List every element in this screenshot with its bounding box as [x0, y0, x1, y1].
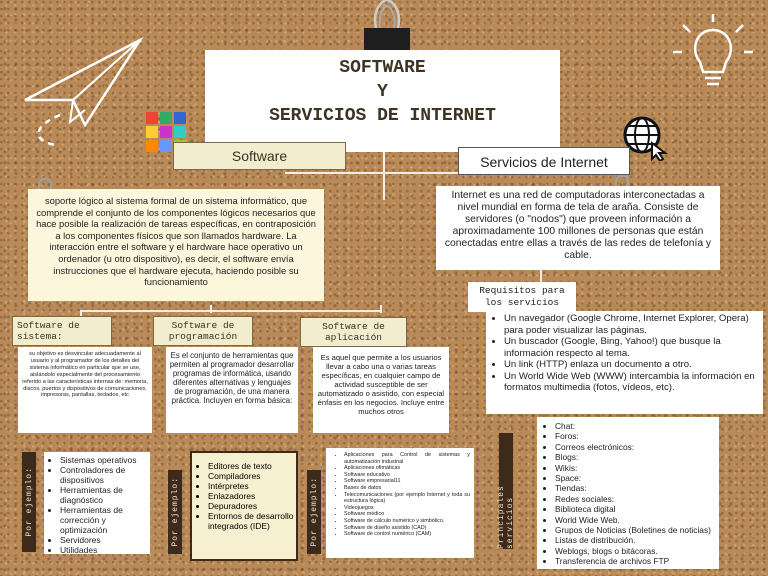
- connector-line: [383, 152, 385, 200]
- connector-line: [80, 310, 380, 312]
- binder-clip-icon: [362, 0, 412, 56]
- programacion-ejemplo-label: Por ejemplo:: [170, 477, 180, 547]
- ejemplo-item: • Aplicaciones ofimáticas: [344, 465, 470, 472]
- servicio-item: • Correos electrónicos:: [555, 442, 715, 452]
- servicio-item: • Redes sociales:: [555, 494, 715, 504]
- servicio-item: • Weblogs, blogs o bitácoras.: [555, 546, 715, 556]
- title-line-3: SERVICIOS DE INTERNET: [269, 106, 496, 126]
- sistema-description: su objetivo es desvincular adecuadamente al usuario y al programador de los detalles del sistema informático en particular que se use, aislándolo especialmente del procesamiento referido a las características internas de: memoria, discos, puertos y dispositivos de comunicaciones, impresoras, pantallas, teclados, etc: [18, 347, 152, 433]
- requisito-item: • Un World Wide Web (WWW) intercambia la información en formatos multimedia (fotos, vídeos, etc).: [504, 371, 757, 394]
- connector-line: [210, 305, 212, 313]
- ejemplo-item: • Bases de datos: [344, 485, 470, 492]
- sistema-label: Software de sistema:: [12, 316, 112, 346]
- internet-description: Internet es una red de computadoras interconectadas a nivel mundial en forma de tela de araña. Consiste de servidores (o "nodos") que proveen información a aproximadamente 100 millones de personas que están conectadas entre ellas a través de las redes de telefonía y cable.: [436, 186, 720, 270]
- servicio-item: • Listas de distribución.: [555, 535, 715, 545]
- servicio-item: • Biblioteca digital: [555, 504, 715, 514]
- software-description: soporte lógico al sistema formal de un sistema informático, que comprende el conjunto de los componentes lógicos necesarios que hace posible la realización de tareas específicas, en contraposición a los componentes físicos que son llamados hardware. La interacción entre el software y el hardware hace operativo un ordenador (u otro dispositivo), es decir, el software envía instrucciones que el hardware ejecuta, haciendo posible su funcionamiento: [28, 189, 324, 301]
- programacion-description: Es el conjunto de herramientas que permiten al programador desarrollar programas de informática, usando diferentes alternativas y lenguajes de programación, de una manera práctica. Incluyen en forma básica:: [166, 347, 298, 433]
- principales-label: Principales servicios: [497, 485, 515, 549]
- paper-plane-icon: [15, 30, 150, 150]
- requisito-item: • Un navegador (Google Chrome, Internet Explorer, Opera) para poder visualizar las páginas.: [504, 313, 757, 336]
- software-label: Software: [173, 142, 346, 170]
- connector-line: [285, 172, 485, 174]
- programacion-ejemplo-bar: [168, 470, 182, 554]
- ejemplo-item: • Aplicaciones para Control de sistemas y automatización industrial: [344, 452, 470, 465]
- servicio-item: • Space:: [555, 473, 715, 483]
- lightbulb-icon: [668, 10, 758, 95]
- connector-line: [380, 305, 382, 313]
- requisito-item: • Un link (HTTP) enlaza un documento a otro.: [504, 359, 757, 371]
- ejemplo-item: • Software empresarial11: [344, 478, 470, 485]
- ejemplo-item: • Utilidades: [60, 545, 148, 555]
- ejemplo-item: • Servidores: [60, 535, 148, 545]
- servicio-item: • World Wide Web.: [555, 515, 715, 525]
- ejemplo-item: • Software médico: [344, 511, 470, 518]
- ejemplo-item: • Depuradores: [208, 501, 294, 511]
- ejemplo-item: • Compiladores: [208, 471, 294, 481]
- requisito-item: • Un buscador (Google, Bing, Yahoo!) que busque la información respecto al tema.: [504, 336, 757, 359]
- servicio-item: • Grupos de Noticias (Boletines de noticias): [555, 525, 715, 535]
- requisitos-box: [486, 311, 763, 414]
- ejemplo-item: • Controladores de dispositivos: [60, 465, 148, 485]
- page-title: [205, 50, 560, 152]
- aplicacion-description: Es aquel que permite a los usuarios llevar a cabo una o varias tareas específicas, en cualquier campo de actividad susceptible de ser automatizado o asistido, con especial énfasis en los negocios. Incluye entre muchos otros: [313, 347, 449, 433]
- ejemplo-item: • Entornos de desarrollo integrados (IDE): [208, 511, 294, 531]
- servicio-item: • Transferencia de archivos FTP: [555, 556, 715, 566]
- servicio-item: • Chat:: [555, 421, 715, 431]
- ejemplo-item: • Herramientas de corrección y optimización: [60, 505, 148, 535]
- aplicacion-ejemplo-bar: [307, 470, 321, 554]
- servicio-item: • Blogs:: [555, 452, 715, 462]
- title-line-1: SOFTWARE: [339, 58, 426, 78]
- ejemplo-item: • Enlazadores: [208, 491, 294, 501]
- ejemplo-item: • Videojuegos: [344, 505, 470, 512]
- sistema-ejemplo-label: Por ejemplo:: [24, 467, 34, 537]
- sistema-ejemplo-bar: [22, 452, 36, 552]
- aplicacion-ejemplos-box: [326, 448, 474, 558]
- ejemplo-item: • Software de control numérico (CAM): [344, 531, 470, 538]
- ejemplo-item: • Editores de texto: [208, 461, 294, 471]
- aplicacion-label: Software de aplicación: [300, 317, 407, 347]
- ejemplo-item: • Intérpretes: [208, 481, 294, 491]
- ejemplo-item: • Sistemas operativos: [60, 455, 148, 465]
- ejemplo-item: • Software de cálculo numérico y simbólico.: [344, 518, 470, 525]
- aplicacion-ejemplo-label: Por ejemplo:: [309, 477, 319, 547]
- servicio-item: • Tiendas:: [555, 483, 715, 493]
- requisitos-label: Requisitos para los servicios: [468, 282, 576, 312]
- servicio-item: • Wikis:: [555, 463, 715, 473]
- ejemplo-item: • Software educativo: [344, 472, 470, 479]
- programacion-ejemplos-box: [190, 451, 298, 561]
- servicio-item: • Foros:: [555, 431, 715, 441]
- principales-box: [537, 417, 719, 569]
- principales-bar: [499, 433, 513, 549]
- ejemplo-item: • Software de diseño asistido (CAD): [344, 525, 470, 532]
- ejemplo-item: • Herramientas de diagnóstico: [60, 485, 148, 505]
- programacion-label: Software de programación: [153, 316, 253, 346]
- ejemplo-item: • Telecomunicaciones (por ejemplo Internet y toda su estructura lógica): [344, 492, 470, 505]
- title-line-2: Y: [377, 82, 388, 102]
- internet-label: Servicios de Internet: [458, 147, 630, 175]
- sistema-ejemplos-box: [44, 452, 150, 554]
